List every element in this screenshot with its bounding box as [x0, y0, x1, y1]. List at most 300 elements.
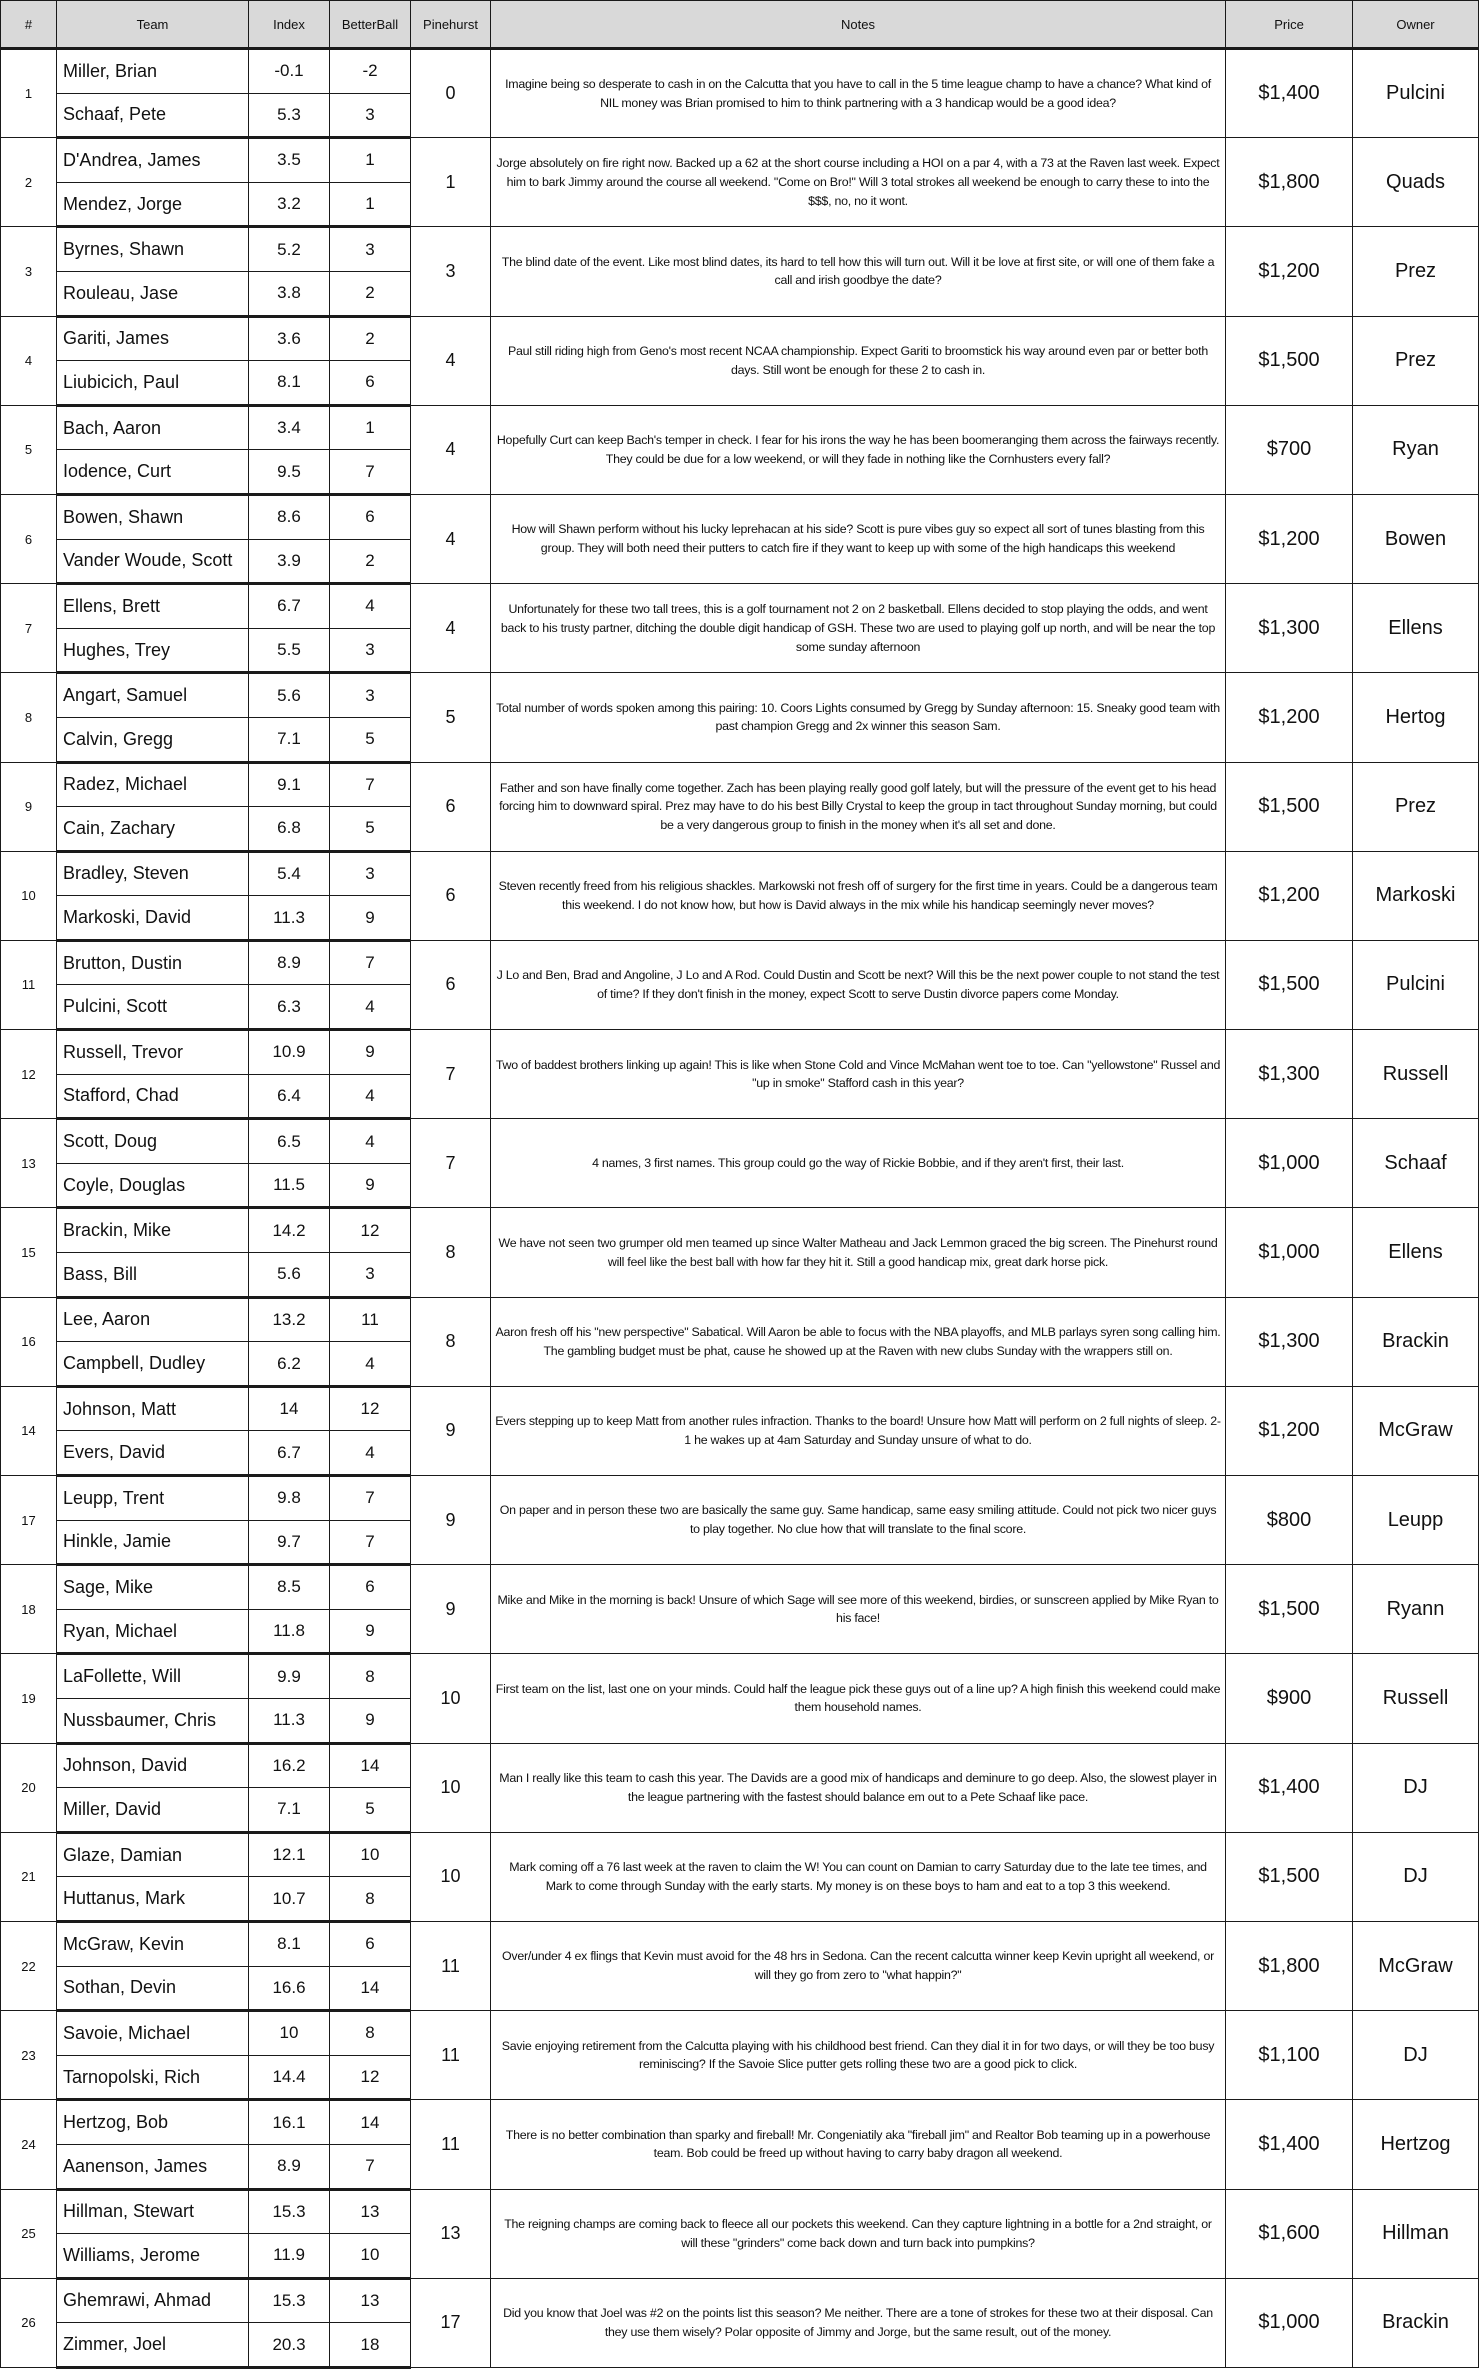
team-owner: Hertzog: [1353, 2100, 1479, 2189]
team-row: [1, 2189, 1479, 2234]
team-row: [1, 1386, 1479, 1431]
player-index: 12.1: [249, 1832, 330, 1877]
team-notes: First team on the list, last one on your minds. Could half the league pick these guys out of a line up? A high finish this weekend could make them household names.: [491, 1654, 1226, 1743]
player-index: 3.5: [249, 138, 330, 183]
team-number: 1: [1, 49, 57, 138]
team-pinehurst: 4: [411, 584, 491, 673]
player-name: Bowen, Shawn: [57, 494, 249, 539]
team-owner: Prez: [1353, 762, 1479, 851]
player-name: Iodence, Curt: [57, 450, 249, 495]
team-row: [1, 2100, 1479, 2145]
team-price: $1,300: [1226, 584, 1353, 673]
team-number: 26: [1, 2278, 57, 2367]
team-owner: Prez: [1353, 227, 1479, 316]
player-betterball: 7: [330, 450, 411, 495]
team-number: 12: [1, 1030, 57, 1119]
player-name: Calvin, Gregg: [57, 717, 249, 762]
team-row: [1, 1119, 1479, 1164]
player-betterball: 6: [330, 1565, 411, 1610]
team-number: 14: [1, 1386, 57, 1475]
player-index: 6.8: [249, 807, 330, 852]
team-notes: Steven recently freed from his religious shackles. Markowski not fresh off of surgery for the first time in years. Could be a dangerous team this weekend. I do not know how, but how is David always in the mix while his handicap seemingly never moves?: [491, 851, 1226, 940]
team-notes: Hopefully Curt can keep Bach's temper in check. I fear for his irons the way he has been boomeranging them across the fairways recently. They could be due for a low weekend, or will they fade in nothing like the Cornhusters every fall?: [491, 405, 1226, 494]
player-betterball: 12: [330, 2055, 411, 2100]
player-betterball: 6: [330, 361, 411, 406]
player-index: 7.1: [249, 1788, 330, 1833]
player-name: Cain, Zachary: [57, 807, 249, 852]
team-number: 7: [1, 584, 57, 673]
team-pinehurst: 4: [411, 494, 491, 583]
team-owner: Brackin: [1353, 1297, 1479, 1386]
team-owner: Hertog: [1353, 673, 1479, 762]
player-betterball: 1: [330, 138, 411, 183]
player-betterball: 4: [330, 1431, 411, 1476]
team-pinehurst: 7: [411, 1030, 491, 1119]
team-row: [1, 2278, 1479, 2323]
player-index: 8.6: [249, 494, 330, 539]
team-owner: DJ: [1353, 2011, 1479, 2100]
player-name: Lee, Aaron: [57, 1297, 249, 1342]
team-notes: We have not seen two grumper old men teamed up since Walter Matheau and Jack Lemmon graced the big screen. The Pinehurst round will feel like the best ball with how far they hit it. Still a good handicap mix, great dark horse pick.: [491, 1208, 1226, 1297]
player-betterball: 2: [330, 539, 411, 584]
team-pinehurst: 0: [411, 49, 491, 138]
player-index: 5.4: [249, 851, 330, 896]
team-pinehurst: 11: [411, 2011, 491, 2100]
team-pinehurst: 3: [411, 227, 491, 316]
player-index: 6.7: [249, 1431, 330, 1476]
player-index: 5.5: [249, 628, 330, 673]
player-name: Bradley, Steven: [57, 851, 249, 896]
player-betterball: 5: [330, 807, 411, 852]
team-number: 18: [1, 1565, 57, 1654]
player-index: 15.3: [249, 2189, 330, 2234]
player-betterball: 7: [330, 1476, 411, 1521]
team-rows: [1, 49, 1479, 2368]
team-row: [1, 1476, 1479, 1521]
team-row: [1, 2011, 1479, 2056]
player-name: Liubicich, Paul: [57, 361, 249, 406]
player-index: 5.6: [249, 673, 330, 718]
team-row: [1, 673, 1479, 718]
team-owner: Prez: [1353, 316, 1479, 405]
player-betterball: 6: [330, 494, 411, 539]
team-number: 5: [1, 405, 57, 494]
player-name: Leupp, Trent: [57, 1476, 249, 1521]
team-notes: Man I really like this team to cash this year. The Davids are a good mix of handicaps and deminure to go deep. Also, the slowest player in the league partnering with the fastest should balance em out to a Pete Schaaf like pace.: [491, 1743, 1226, 1832]
header-row: [1, 1, 1479, 49]
player-betterball: 9: [330, 1609, 411, 1654]
player-name: Nussbaumer, Chris: [57, 1698, 249, 1743]
player-betterball: 5: [330, 717, 411, 762]
player-betterball: 11: [330, 1297, 411, 1342]
player-betterball: 4: [330, 1342, 411, 1387]
player-index: 16.6: [249, 1966, 330, 2011]
player-betterball: 3: [330, 1253, 411, 1298]
team-notes: The blind date of the event. Like most blind dates, its hard to tell how this will turn out. Will it be love at first site, or will one of them fake a call and irish goodbye the date?: [491, 227, 1226, 316]
team-pinehurst: 7: [411, 1119, 491, 1208]
team-row: [1, 1921, 1479, 1966]
team-owner: Pulcini: [1353, 940, 1479, 1029]
team-notes: Imagine being so desperate to cash in on the Calcutta that you have to call in the 5 time league champ to have a chance? What kind of NIL money was Brian promised to him to think partnering with a 3 handicap would be a good idea?: [491, 49, 1226, 138]
team-price: $1,500: [1226, 1565, 1353, 1654]
team-notes: Unfortunately for these two tall trees, this is a golf tournament not 2 on 2 basketball. Ellens decided to stop playing the odds, and went back to his trusty partner, ditching the double digit handicap of GSH. These two are used to playing golf up north, and will be near the top some sunday afternoon: [491, 584, 1226, 673]
player-betterball: 3: [330, 851, 411, 896]
team-owner: Ryan: [1353, 405, 1479, 494]
player-index: 6.7: [249, 584, 330, 629]
player-index: 8.5: [249, 1565, 330, 1610]
team-price: $800: [1226, 1476, 1353, 1565]
player-name: Evers, David: [57, 1431, 249, 1476]
team-owner: Quads: [1353, 138, 1479, 227]
team-owner: Ryann: [1353, 1565, 1479, 1654]
player-name: Radez, Michael: [57, 762, 249, 807]
team-price: $1,500: [1226, 762, 1353, 851]
team-notes: The reigning champs are coming back to fleece all our pockets this weekend. Can they capture lightning in a bottle for a 2nd straight, or will these "grinders" come back down and turn back into pumpkins?: [491, 2189, 1226, 2278]
header-number: #: [1, 1, 57, 49]
header-price: Price: [1226, 1, 1353, 49]
team-notes: 4 names, 3 first names. This group could go the way of Rickie Bobbie, and if they aren't first, their last.: [491, 1119, 1226, 1208]
player-name: Pulcini, Scott: [57, 985, 249, 1030]
player-name: Hertzog, Bob: [57, 2100, 249, 2145]
team-owner: Markoski: [1353, 851, 1479, 940]
team-notes: Aaron fresh off his "new perspective" Sabatical. Will Aaron be able to focus with the NBA playoffs, and MLB parlays syren song calling him. The gambling budget must be phat, cause he showed up at the Raven with new clubs Sunday with the wrappers still on.: [491, 1297, 1226, 1386]
player-index: 10.9: [249, 1030, 330, 1075]
team-price: $1,800: [1226, 1921, 1353, 2010]
team-price: $700: [1226, 405, 1353, 494]
team-owner: Brackin: [1353, 2278, 1479, 2367]
player-betterball: 7: [330, 762, 411, 807]
team-row: [1, 940, 1479, 985]
team-owner: Ellens: [1353, 1208, 1479, 1297]
team-number: 23: [1, 2011, 57, 2100]
team-notes: Jorge absolutely on fire right now. Backed up a 62 at the short course including a HOI on a par 4, with a 73 at the Raven last week. Expect him to bark Jimmy around the course all weekend. "Come on Bro!" Will 3 total strokes all weekend be enough to carry these to into the $$$, no, no it wont.: [491, 138, 1226, 227]
player-betterball: 6: [330, 1921, 411, 1966]
player-index: 6.3: [249, 985, 330, 1030]
player-betterball: 8: [330, 2011, 411, 2056]
player-betterball: 2: [330, 316, 411, 361]
player-betterball: 1: [330, 405, 411, 450]
player-name: Miller, Brian: [57, 49, 249, 94]
team-notes: Mark coming off a 76 last week at the raven to claim the W! You can count on Damian to carry Saturday due to the late tee times, and Mark to come through Sunday with the early starts. My money is on these boys to ham and eat to a top 3 this weekend.: [491, 1832, 1226, 1921]
team-pinehurst: 1: [411, 138, 491, 227]
team-price: $1,800: [1226, 138, 1353, 227]
player-betterball: 18: [330, 2323, 411, 2368]
team-number: 15: [1, 1208, 57, 1297]
team-notes: Father and son have finally come together. Zach has been playing really good golf lately, but will the pressure of the event get to his head forcing him to downward spiral. Prez may have to do his best Billy Crystal to keep the group in tact throughout Sunday morning, but could be a very dangerous group to finish in the money when it's all set and done.: [491, 762, 1226, 851]
team-row: [1, 1030, 1479, 1075]
team-pinehurst: 6: [411, 851, 491, 940]
team-price: $1,200: [1226, 673, 1353, 762]
player-betterball: 7: [330, 940, 411, 985]
team-pinehurst: 11: [411, 1921, 491, 2010]
player-betterball: 9: [330, 1163, 411, 1208]
player-name: Savoie, Michael: [57, 2011, 249, 2056]
player-index: -0.1: [249, 49, 330, 94]
player-index: 8.1: [249, 1921, 330, 1966]
team-notes: Over/under 4 ex flings that Kevin must avoid for the 48 hrs in Sedona. Can the recent calcutta winner keep Kevin upright all weekend, or will they go from zero to "what happin?": [491, 1921, 1226, 2010]
player-index: 5.6: [249, 1253, 330, 1298]
player-name: Ghemrawi, Ahmad: [57, 2278, 249, 2323]
player-betterball: 3: [330, 93, 411, 138]
team-row: [1, 138, 1479, 183]
team-number: 2: [1, 138, 57, 227]
team-number: 19: [1, 1654, 57, 1743]
player-name: Sage, Mike: [57, 1565, 249, 1610]
player-name: Schaaf, Pete: [57, 93, 249, 138]
player-name: Ellens, Brett: [57, 584, 249, 629]
team-number: 22: [1, 1921, 57, 2010]
player-index: 3.2: [249, 182, 330, 227]
player-betterball: 4: [330, 584, 411, 629]
team-pinehurst: 9: [411, 1386, 491, 1475]
player-betterball: 9: [330, 1698, 411, 1743]
team-price: $1,200: [1226, 1386, 1353, 1475]
team-row: [1, 316, 1479, 361]
team-row: [1, 1743, 1479, 1788]
team-price: $1,500: [1226, 316, 1353, 405]
player-name: Brutton, Dustin: [57, 940, 249, 985]
player-index: 11.8: [249, 1609, 330, 1654]
team-owner: Russell: [1353, 1030, 1479, 1119]
team-number: 11: [1, 940, 57, 1029]
team-pinehurst: 10: [411, 1743, 491, 1832]
team-number: 16: [1, 1297, 57, 1386]
player-index: 5.3: [249, 93, 330, 138]
player-name: Markoski, David: [57, 896, 249, 941]
team-price: $1,100: [1226, 2011, 1353, 2100]
team-price: $1,300: [1226, 1030, 1353, 1119]
player-betterball: 9: [330, 896, 411, 941]
team-number: 3: [1, 227, 57, 316]
player-name: Vander Woude, Scott: [57, 539, 249, 584]
team-row: [1, 1654, 1479, 1699]
player-index: 9.8: [249, 1476, 330, 1521]
team-price: $1,400: [1226, 2100, 1353, 2189]
player-index: 7.1: [249, 717, 330, 762]
team-price: $1,400: [1226, 49, 1353, 138]
team-notes: Savie enjoying retirement from the Calcutta playing with his childhood best friend. Can they dial it in for two days, or will they be too busy reminiscing? If the Savoie Slice putter gets rolling these two are a good pick to click.: [491, 2011, 1226, 2100]
team-price: $1,000: [1226, 1119, 1353, 1208]
player-name: Aanenson, James: [57, 2144, 249, 2189]
team-price: $1,500: [1226, 1832, 1353, 1921]
player-name: Bass, Bill: [57, 1253, 249, 1298]
header-notes: Notes: [491, 1, 1226, 49]
player-index: 8.1: [249, 361, 330, 406]
player-index: 3.6: [249, 316, 330, 361]
player-betterball: 7: [330, 2144, 411, 2189]
player-betterball: 4: [330, 985, 411, 1030]
team-notes: Evers stepping up to keep Matt from another rules infraction. Thanks to the board! Unsure how Matt will perform on 2 full nights of sleep. 2-1 he wakes up at 4am Saturday and Sunday unsure of what to do.: [491, 1386, 1226, 1475]
player-index: 16.1: [249, 2100, 330, 2145]
player-name: Mendez, Jorge: [57, 182, 249, 227]
player-name: Coyle, Douglas: [57, 1163, 249, 1208]
player-betterball: 12: [330, 1208, 411, 1253]
team-price: $1,000: [1226, 2278, 1353, 2367]
player-name: Zimmer, Joel: [57, 2323, 249, 2368]
team-row: [1, 494, 1479, 539]
player-betterball: 4: [330, 1074, 411, 1119]
team-notes: How will Shawn perform without his lucky leprehacan at his side? Scott is pure vibes guy so expect all sort of tunes blasting from this group. They will both need their putters to catch fire if they want to keep up with some of the high handicaps this weekend: [491, 494, 1226, 583]
team-row: [1, 227, 1479, 272]
team-pinehurst: 6: [411, 762, 491, 851]
player-betterball: 12: [330, 1386, 411, 1431]
team-pinehurst: 9: [411, 1476, 491, 1565]
player-index: 10.7: [249, 1877, 330, 1922]
player-index: 3.9: [249, 539, 330, 584]
player-betterball: 10: [330, 1832, 411, 1877]
player-betterball: 3: [330, 628, 411, 673]
player-name: Williams, Jerome: [57, 2234, 249, 2279]
player-index: 5.2: [249, 227, 330, 272]
team-pinehurst: 10: [411, 1832, 491, 1921]
player-betterball: 14: [330, 2100, 411, 2145]
player-betterball: 3: [330, 673, 411, 718]
team-owner: Pulcini: [1353, 49, 1479, 138]
team-price: $900: [1226, 1654, 1353, 1743]
player-name: LaFollette, Will: [57, 1654, 249, 1699]
team-number: 25: [1, 2189, 57, 2278]
team-number: 4: [1, 316, 57, 405]
player-betterball: 13: [330, 2189, 411, 2234]
player-name: D'Andrea, James: [57, 138, 249, 183]
player-index: 14: [249, 1386, 330, 1431]
header-betterball: BetterBall: [330, 1, 411, 49]
team-pinehurst: 8: [411, 1208, 491, 1297]
team-notes: Paul still riding high from Geno's most recent NCAA championship. Expect Gariti to broomstick his way around even par or better both days. Still wont be enough for these 2 to cash in.: [491, 316, 1226, 405]
team-pinehurst: 4: [411, 316, 491, 405]
player-name: Angart, Samuel: [57, 673, 249, 718]
team-number: 8: [1, 673, 57, 762]
player-name: Miller, David: [57, 1788, 249, 1833]
player-name: Byrnes, Shawn: [57, 227, 249, 272]
team-row: [1, 1297, 1479, 1342]
player-name: Brackin, Mike: [57, 1208, 249, 1253]
team-pinehurst: 8: [411, 1297, 491, 1386]
player-betterball: 8: [330, 1877, 411, 1922]
player-index: 3.4: [249, 405, 330, 450]
team-owner: Russell: [1353, 1654, 1479, 1743]
player-index: 14.4: [249, 2055, 330, 2100]
player-index: 6.4: [249, 1074, 330, 1119]
team-pinehurst: 10: [411, 1654, 491, 1743]
player-name: Stafford, Chad: [57, 1074, 249, 1119]
team-owner: Bowen: [1353, 494, 1479, 583]
team-pinehurst: 4: [411, 405, 491, 494]
team-row: [1, 851, 1479, 896]
team-pinehurst: 11: [411, 2100, 491, 2189]
player-index: 9.7: [249, 1520, 330, 1565]
player-name: Ryan, Michael: [57, 1609, 249, 1654]
player-index: 14.2: [249, 1208, 330, 1253]
player-index: 9.5: [249, 450, 330, 495]
player-index: 11.3: [249, 896, 330, 941]
player-index: 15.3: [249, 2278, 330, 2323]
player-index: 11.3: [249, 1698, 330, 1743]
player-betterball: 13: [330, 2278, 411, 2323]
player-betterball: -2: [330, 49, 411, 94]
player-index: 13.2: [249, 1297, 330, 1342]
player-betterball: 5: [330, 1788, 411, 1833]
player-index: 11.5: [249, 1163, 330, 1208]
team-number: 17: [1, 1476, 57, 1565]
team-price: $1,000: [1226, 1208, 1353, 1297]
player-betterball: 14: [330, 1743, 411, 1788]
team-row: [1, 1832, 1479, 1877]
player-name: Hughes, Trey: [57, 628, 249, 673]
player-index: 6.2: [249, 1342, 330, 1387]
player-index: 9.1: [249, 762, 330, 807]
team-notes: Did you know that Joel was #2 on the points list this season? Me neither. There are a tone of strokes for these two at their disposal. Can they use them wisely? Polar opposite of Jimmy and Jorge, but the same result, out of the money.: [491, 2278, 1226, 2367]
team-pinehurst: 13: [411, 2189, 491, 2278]
player-name: Huttanus, Mark: [57, 1877, 249, 1922]
header-pinehurst: Pinehurst: [411, 1, 491, 49]
player-name: Scott, Doug: [57, 1119, 249, 1164]
header-owner: Owner: [1353, 1, 1479, 49]
team-pinehurst: 5: [411, 673, 491, 762]
player-betterball: 1: [330, 182, 411, 227]
team-owner: Hillman: [1353, 2189, 1479, 2278]
team-notes: Two of baddest brothers linking up again! This is like when Stone Cold and Vince McMahan went toe to toe. Can "yellowstone" Russel and "up in smoke" Stafford cash in this year?: [491, 1030, 1226, 1119]
team-owner: Schaaf: [1353, 1119, 1479, 1208]
team-price: $1,200: [1226, 494, 1353, 583]
team-price: $1,200: [1226, 851, 1353, 940]
team-price: $1,300: [1226, 1297, 1353, 1386]
team-price: $1,400: [1226, 1743, 1353, 1832]
player-name: Rouleau, Jase: [57, 271, 249, 316]
team-owner: DJ: [1353, 1743, 1479, 1832]
player-name: Campbell, Dudley: [57, 1342, 249, 1387]
player-name: Johnson, David: [57, 1743, 249, 1788]
team-number: 21: [1, 1832, 57, 1921]
team-row: [1, 1565, 1479, 1610]
team-price: $1,200: [1226, 227, 1353, 316]
player-index: 9.9: [249, 1654, 330, 1699]
player-betterball: 10: [330, 2234, 411, 2279]
player-index: 6.5: [249, 1119, 330, 1164]
team-number: 20: [1, 1743, 57, 1832]
player-name: Russell, Trevor: [57, 1030, 249, 1075]
team-pinehurst: 6: [411, 940, 491, 1029]
team-owner: Ellens: [1353, 584, 1479, 673]
player-betterball: 14: [330, 1966, 411, 2011]
player-name: Gariti, James: [57, 316, 249, 361]
team-number: 10: [1, 851, 57, 940]
player-index: 3.8: [249, 271, 330, 316]
team-owner: DJ: [1353, 1832, 1479, 1921]
team-number: 9: [1, 762, 57, 851]
team-owner: McGraw: [1353, 1921, 1479, 2010]
player-index: 11.9: [249, 2234, 330, 2279]
team-pinehurst: 17: [411, 2278, 491, 2367]
player-betterball: 8: [330, 1654, 411, 1699]
player-betterball: 2: [330, 271, 411, 316]
player-index: 8.9: [249, 2144, 330, 2189]
team-owner: McGraw: [1353, 1386, 1479, 1475]
player-betterball: 4: [330, 1119, 411, 1164]
header-index: Index: [249, 1, 330, 49]
player-index: 10: [249, 2011, 330, 2056]
player-name: Bach, Aaron: [57, 405, 249, 450]
team-owner: Leupp: [1353, 1476, 1479, 1565]
player-name: Johnson, Matt: [57, 1386, 249, 1431]
team-notes: There is no better combination than sparky and fireball! Mr. Congeniatily aka "fireball jim" and Realtor Bob teaming up in a powerhouse team. Bob could be freed up without having to carry baby dragon all weekend.: [491, 2100, 1226, 2189]
player-name: Tarnopolski, Rich: [57, 2055, 249, 2100]
team-row: [1, 405, 1479, 450]
team-row: [1, 1208, 1479, 1253]
team-notes: Mike and Mike in the morning is back! Unsure of which Sage will see more of this weekend, birdies, or sunscreen applied by Mike Ryan to his face!: [491, 1565, 1226, 1654]
team-notes: Total number of words spoken among this pairing: 10. Coors Lights consumed by Gregg by Sunday afternoon: 15. Sneaky good team with past champion Gregg and 2x winner this season Sam.: [491, 673, 1226, 762]
player-name: Sothan, Devin: [57, 1966, 249, 2011]
